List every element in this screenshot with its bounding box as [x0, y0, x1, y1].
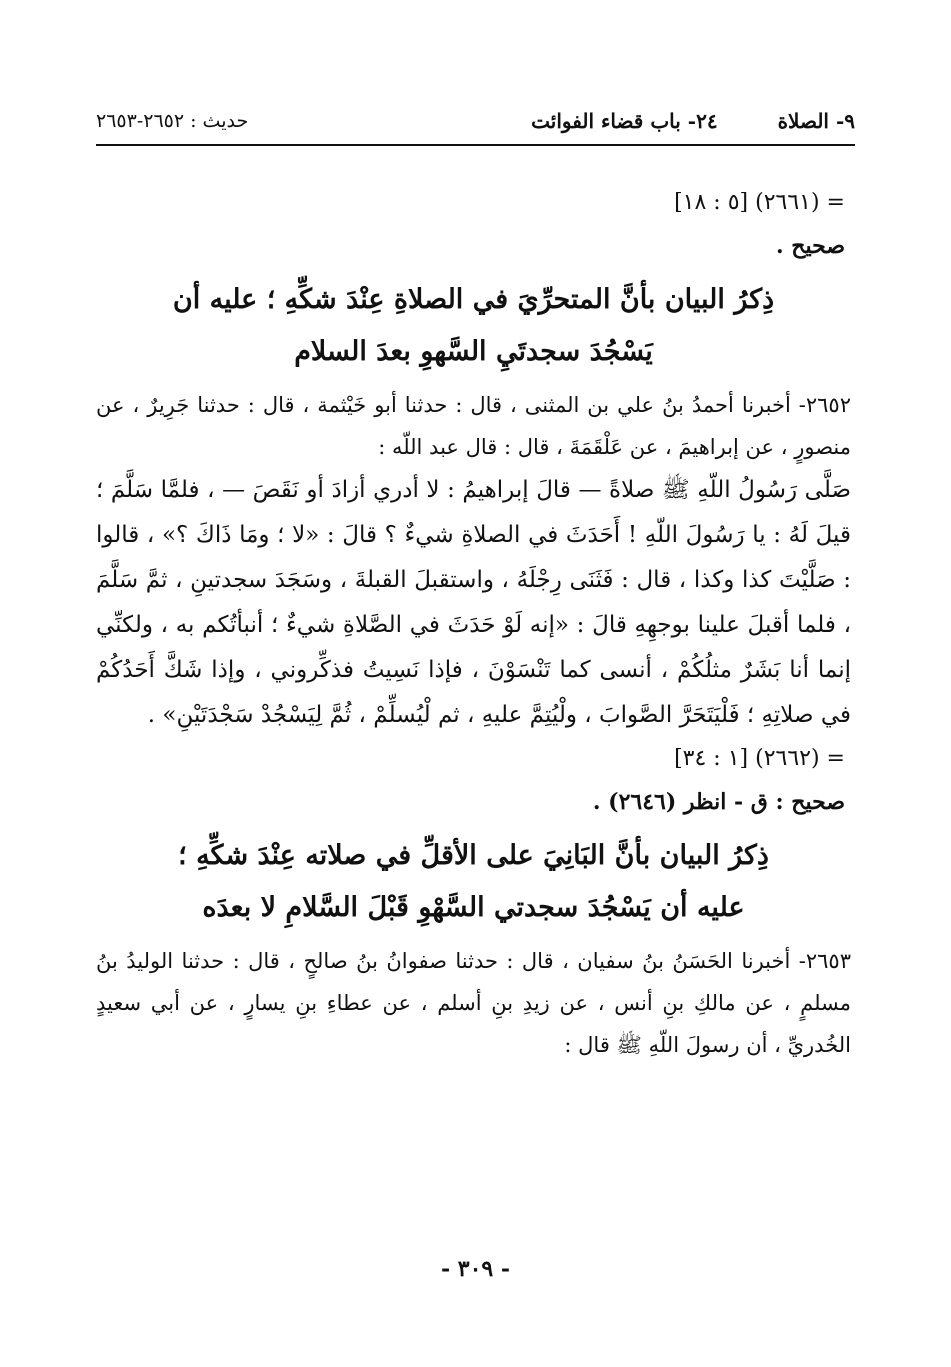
- section-heading-line: ذِكرُ البيان بأنَّ المتحرِّيَ في الصلاةِ عِنْدَ شكِّهِ ؛ عليه أن: [172, 284, 775, 315]
- page-body: [96, 182, 851, 1066]
- page-number: - ٣٠٩ -: [440, 1256, 511, 1282]
- section-heading-line: ذِكرُ البيان بأنَّ البَانِيَ على الأقلِّ في صلاته عِنْدَ شكِّهِ ؛: [178, 840, 769, 871]
- chapter-title: ٢٤- باب قضاء الفوائت: [531, 109, 718, 133]
- section-heading-line: عليه أن يَسْجُدَ سجدتي السَّهْوِ قَبْلَ السَّلامِ لا بعدَه: [202, 892, 745, 923]
- reference-line: = (٢٦٦٢) [١ : ٣٤]: [674, 746, 845, 771]
- book-title: ٩- الصلاة: [777, 109, 855, 133]
- header-rule: [96, 144, 855, 146]
- grading: صحيح : ق - انظر (٢٦٤٦) .: [592, 789, 845, 815]
- hadith-isnad: ٢٦٥٢- أخبرنا أحمدُ بنُ علي بن المثنى ، قال : حدثنا أبو خَيْثمة ، قال : حدثنا جَرِيرٌ ، عن منصورٍ ، عن إبراهيمَ ، عن عَلْقَمَةَ ، قال : قال عبد اللّه :: [96, 393, 851, 459]
- hadith-isnad: ٢٦٥٣- أخبرنا الحَسَنُ بنُ سفيان ، قال : حدثنا صفوانُ بنُ صالحٍ ، قال : حدثنا الوليدُ بنُ مسلمٍ ، عن مالكِ بنِ أنس ، عن زيدِ بنِ أسلم ، عن عطاءِ بنِ يسارٍ ، عن أبي سعيدٍ الخُدريِّ ، أن رسولَ اللّهِ ﷺ قال :: [96, 949, 851, 1057]
- section-heading-line: يَسْجُدَ سجدتَيِ السَّهوِ بعدَ السلام: [294, 336, 653, 367]
- reference-line: = (٢٦٦١) [٥ : ١٨]: [674, 190, 845, 215]
- section-heading: [96, 830, 851, 934]
- section-heading: [96, 274, 851, 378]
- grading: صحيح .: [775, 233, 845, 259]
- hadith-matn: صَلَّى رَسُولُ اللّهِ ﷺ صلاةً — قالَ إبراهيمُ : لا أدري أزادَ أو نَقَصَ — ، فلمَّا سَلَّمَ ؛ قيلَ لَهُ : يا رَسُولَ اللّهِ ! أَحَدَثَ في الصلاةِ شيءٌ ؟ قالَ : «لا ؛ ومَا ذَاكَ ؟» ، قالوا : صَلَّيْتَ كذا وكذا ، قال : فَثَنَى رِجْلَهُ ، واستقبلَ القبلةَ ، وسَجَدَ سجدتينِ ، ثمَّ سَلَّمَ ، فلما أقبلَ علينا بوجهِهِ قالَ : «إنه لَوْ حَدَثَ في الصَّلاةِ شيءٌ ؛ أنبأتُكم به ، ولكنِّي إنما أنا بَشَرٌ مثلُكُمْ ، أنسى كما تَنْسَوْنَ ، فإذا نَسِيتُ فذكِّروني ، وإذا شَكَّ أَحَدُكُمْ في صلاتِهِ ؛ فَلْيَتَحَرَّ الصَّوابَ ، ولْيُتِمَّ عليهِ ، ثم لْيُسلِّمْ ، ثُمَّ لِيَسْجُدْ سَجْدَتَيْنِ» .: [96, 477, 851, 728]
- running-header: [96, 104, 855, 138]
- header-right-group: [531, 109, 855, 133]
- hadith-range: حديث : ٢٦٥٢-٢٦٥٣: [96, 110, 249, 132]
